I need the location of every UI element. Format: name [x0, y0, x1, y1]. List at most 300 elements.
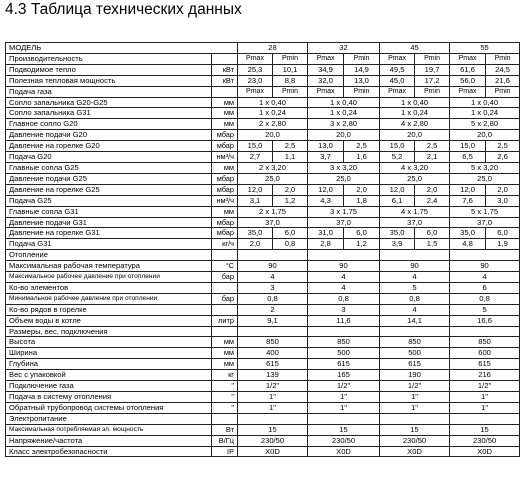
value-cell: 20,0 — [308, 130, 380, 141]
value-cell: Pmax — [380, 86, 415, 97]
value-cell: X0D — [450, 446, 520, 457]
row-label: Глубина — [6, 359, 212, 370]
row-label: Обратный трубопровод системы отопления — [6, 402, 212, 413]
value-cell: 1 x 0,24 — [308, 108, 380, 119]
value-cell: Pmin — [273, 86, 308, 97]
row-unit: Вт — [212, 424, 238, 435]
value-cell: 2,5 — [415, 141, 450, 152]
technical-data-table — [5, 42, 520, 457]
model-header: 28 — [238, 43, 308, 54]
value-cell: 6,0 — [486, 228, 520, 239]
value-cell: 12,0 — [450, 184, 486, 195]
value-cell: 4,3 — [308, 195, 344, 206]
table-row — [6, 97, 520, 108]
empty-cell — [238, 250, 308, 261]
table-row — [6, 304, 520, 315]
row-label: Подводимое тепло — [6, 64, 212, 75]
table-row — [6, 402, 520, 413]
table-row — [6, 184, 520, 195]
value-cell: 850 — [380, 337, 450, 348]
table-row — [6, 370, 520, 381]
row-unit: мм — [212, 108, 238, 119]
table-row — [6, 272, 520, 283]
row-unit — [212, 326, 238, 337]
empty-cell — [308, 326, 380, 337]
value-cell: 1,5 — [415, 239, 450, 250]
empty-cell — [450, 413, 520, 424]
table-row — [6, 315, 520, 326]
value-cell: 90 — [308, 261, 380, 272]
value-cell: 2,0 — [238, 239, 273, 250]
value-cell: 37,0 — [450, 217, 520, 228]
row-label: Давление подачи G31 — [6, 217, 212, 228]
value-cell: 9,1 — [238, 315, 308, 326]
empty-cell — [308, 250, 380, 261]
value-cell: 37,0 — [380, 217, 450, 228]
row-label: Давление на горелке G31 — [6, 228, 212, 239]
value-cell: 90 — [380, 261, 450, 272]
row-label: Главное сопло G20 — [6, 119, 212, 130]
row-unit — [212, 304, 238, 315]
empty-cell — [380, 326, 450, 337]
table-row — [6, 217, 520, 228]
row-label: Давление подачи G20 — [6, 130, 212, 141]
value-cell: 4 — [308, 272, 380, 283]
row-unit: мбар — [212, 184, 238, 195]
value-cell: Pmin — [273, 53, 308, 64]
value-cell: 14,1 — [380, 315, 450, 326]
row-label: Электропитание — [6, 413, 212, 424]
empty-cell — [450, 250, 520, 261]
table-row — [6, 108, 520, 119]
table-row — [6, 250, 520, 261]
value-cell: 2,7 — [238, 152, 273, 163]
value-cell: 1" — [380, 402, 450, 413]
table-row — [6, 206, 520, 217]
value-cell: Pmax — [380, 53, 415, 64]
value-cell: 1" — [308, 392, 380, 403]
value-cell: 24,5 — [486, 64, 520, 75]
value-cell: Pmin — [486, 86, 520, 97]
value-cell: 400 — [238, 348, 308, 359]
value-cell: 35,0 — [380, 228, 415, 239]
value-cell: 1 x 0,24 — [450, 108, 520, 119]
value-cell: Pmax — [238, 86, 273, 97]
row-unit: мм — [212, 206, 238, 217]
value-cell: 2,6 — [486, 152, 520, 163]
row-unit: мбар — [212, 173, 238, 184]
row-label: Подача в систему отопления — [6, 392, 212, 403]
value-cell: 1,6 — [344, 152, 380, 163]
table-row — [6, 326, 520, 337]
value-cell: X0D — [238, 446, 308, 457]
value-cell: 1" — [450, 392, 520, 403]
table-row — [6, 162, 520, 173]
value-cell: 16,6 — [450, 315, 520, 326]
empty-cell — [380, 413, 450, 424]
value-cell: 25,0 — [238, 173, 308, 184]
row-label: Минимальное рабочее давление при отоплении — [6, 293, 212, 304]
row-unit: IP — [212, 446, 238, 457]
value-cell: 850 — [450, 337, 520, 348]
value-cell: 850 — [238, 337, 308, 348]
value-cell: 1,1 — [273, 152, 308, 163]
value-cell: 7,6 — [450, 195, 486, 206]
value-cell: 19,7 — [415, 64, 450, 75]
value-cell: 5 x 1,75 — [450, 206, 520, 217]
value-cell: 190 — [380, 370, 450, 381]
value-cell: 6,0 — [273, 228, 308, 239]
value-cell: X0D — [380, 446, 450, 457]
value-cell: 1 x 0,40 — [308, 97, 380, 108]
value-cell: 8,8 — [273, 75, 308, 86]
row-label: Подключение газа — [6, 381, 212, 392]
value-cell: 500 — [308, 348, 380, 359]
row-label: Главные сопла G25 — [6, 162, 212, 173]
row-label: Ко-во рядов в горелке — [6, 304, 212, 315]
value-cell: 20,0 — [450, 130, 520, 141]
value-cell: 4 — [450, 272, 520, 283]
value-cell: 1,2 — [344, 239, 380, 250]
value-cell: 3,7 — [308, 152, 344, 163]
value-cell: 4 x 1,75 — [380, 206, 450, 217]
value-cell: 3 x 1,75 — [308, 206, 380, 217]
value-cell: 6 — [450, 282, 520, 293]
value-cell: 1 x 0,24 — [238, 108, 308, 119]
row-label: Вес с упаковкой — [6, 370, 212, 381]
value-cell: 15,0 — [380, 141, 415, 152]
table-row — [6, 152, 520, 163]
row-label: Подача газа — [6, 86, 212, 97]
row-unit — [212, 413, 238, 424]
value-cell: 25,0 — [450, 173, 520, 184]
table-row — [6, 119, 520, 130]
row-unit: " — [212, 402, 238, 413]
table-row — [6, 239, 520, 250]
row-unit: В/Гц — [212, 435, 238, 446]
value-cell: 2,5 — [273, 141, 308, 152]
value-cell: 4 — [380, 272, 450, 283]
row-unit: нм³/ч — [212, 195, 238, 206]
value-cell: 3,9 — [380, 239, 415, 250]
value-cell: 1/2" — [450, 381, 520, 392]
row-label: Давление подачи G25 — [6, 173, 212, 184]
row-label: Высота — [6, 337, 212, 348]
value-cell: 1/2" — [238, 381, 308, 392]
row-unit: " — [212, 381, 238, 392]
table-row — [6, 348, 520, 359]
row-unit: мбар — [212, 228, 238, 239]
row-label: Ширина — [6, 348, 212, 359]
row-unit: кг/ч — [212, 239, 238, 250]
row-unit — [212, 53, 238, 64]
value-cell: 13,0 — [308, 141, 344, 152]
value-cell: 5 — [450, 304, 520, 315]
value-cell: 1 x 0,40 — [380, 97, 450, 108]
row-unit: нм³/ч — [212, 152, 238, 163]
table-row — [6, 337, 520, 348]
value-cell: 15 — [450, 424, 520, 435]
value-cell: 5 — [380, 282, 450, 293]
value-cell: Pmax — [308, 86, 344, 97]
value-cell: 1 x 0,24 — [380, 108, 450, 119]
table-row — [6, 53, 520, 64]
row-label: Давление на горелке G25 — [6, 184, 212, 195]
value-cell: 31,0 — [308, 228, 344, 239]
value-cell: 6,1 — [380, 195, 415, 206]
value-cell: 4 x 3,20 — [380, 162, 450, 173]
row-unit: мм — [212, 337, 238, 348]
value-cell: Pmax — [450, 86, 486, 97]
value-cell: 20,0 — [380, 130, 450, 141]
value-cell: 6,0 — [344, 228, 380, 239]
value-cell: 1" — [380, 392, 450, 403]
value-cell: Pmin — [344, 53, 380, 64]
value-cell: 21,6 — [486, 75, 520, 86]
row-label: Подача G20 — [6, 152, 212, 163]
row-label: Подача G25 — [6, 195, 212, 206]
value-cell: Pmax — [308, 53, 344, 64]
row-unit: бар — [212, 272, 238, 283]
value-cell: 23,0 — [238, 75, 273, 86]
row-unit: мбар — [212, 141, 238, 152]
value-cell: 12,0 — [380, 184, 415, 195]
value-cell: 2 — [238, 304, 308, 315]
value-cell: 1" — [238, 392, 308, 403]
empty-cell — [380, 250, 450, 261]
value-cell: 2,5 — [344, 141, 380, 152]
value-cell: 25,0 — [380, 173, 450, 184]
row-label: Объем воды в котле — [6, 315, 212, 326]
value-cell: 6,0 — [415, 228, 450, 239]
empty-cell — [238, 326, 308, 337]
value-cell: 4,8 — [450, 239, 486, 250]
row-unit: кВт — [212, 64, 238, 75]
value-cell: 11,6 — [308, 315, 380, 326]
value-cell: 3,1 — [238, 195, 273, 206]
value-cell: 61,6 — [450, 64, 486, 75]
row-label: Производительность — [6, 53, 212, 64]
row-label: Главные сопла G31 — [6, 206, 212, 217]
table-row — [6, 392, 520, 403]
table-row — [6, 228, 520, 239]
value-cell: 2,4 — [415, 195, 450, 206]
value-cell: 3,0 — [486, 195, 520, 206]
table-row — [6, 413, 520, 424]
value-cell: 1,8 — [344, 195, 380, 206]
value-cell: 90 — [238, 261, 308, 272]
value-cell: Pmax — [238, 53, 273, 64]
value-cell: 1,9 — [486, 239, 520, 250]
value-cell: 615 — [308, 359, 380, 370]
value-cell: 4 — [238, 272, 308, 283]
value-cell: 2,0 — [344, 184, 380, 195]
row-unit: " — [212, 392, 238, 403]
value-cell: 0,8 — [308, 293, 380, 304]
value-cell: 600 — [450, 348, 520, 359]
value-cell: 37,0 — [238, 217, 308, 228]
table-body — [6, 43, 520, 457]
row-unit — [212, 86, 238, 97]
empty-cell — [308, 413, 380, 424]
table-row — [6, 435, 520, 446]
value-cell: 20,0 — [238, 130, 308, 141]
value-cell: 1 x 0,40 — [450, 97, 520, 108]
value-cell: 3 x 3,20 — [308, 162, 380, 173]
value-cell: 0,8 — [450, 293, 520, 304]
value-cell: 6,5 — [450, 152, 486, 163]
value-cell: 34,9 — [308, 64, 344, 75]
value-cell: 500 — [380, 348, 450, 359]
model-header: 55 — [450, 43, 520, 54]
value-cell: 2,0 — [415, 184, 450, 195]
row-label: Сопло запальника G31 — [6, 108, 212, 119]
row-label: Сопло запальника G20-G25 — [6, 97, 212, 108]
empty-cell — [238, 413, 308, 424]
value-cell: 165 — [308, 370, 380, 381]
row-label: Полезная тепловая мощность — [6, 75, 212, 86]
value-cell: 2 x 3,20 — [238, 162, 308, 173]
row-label: Максимальная потребляемая эл. мощность — [6, 424, 212, 435]
value-cell: 1" — [450, 402, 520, 413]
table-row — [6, 359, 520, 370]
row-unit: кВт — [212, 75, 238, 86]
row-label: Подача G31 — [6, 239, 212, 250]
value-cell: 49,5 — [380, 64, 415, 75]
row-unit: мм — [212, 119, 238, 130]
value-cell: 15 — [380, 424, 450, 435]
value-cell: 35,0 — [238, 228, 273, 239]
table-row — [6, 141, 520, 152]
table-row — [6, 86, 520, 97]
value-cell: 4 — [308, 282, 380, 293]
value-cell: 4 x 2,80 — [380, 119, 450, 130]
header-row — [6, 43, 520, 54]
row-unit: мбар — [212, 130, 238, 141]
value-cell: Pmin — [486, 53, 520, 64]
row-unit — [212, 282, 238, 293]
value-cell: 1" — [238, 402, 308, 413]
table-row — [6, 64, 520, 75]
value-cell: 216 — [450, 370, 520, 381]
value-cell: 230/50 — [450, 435, 520, 446]
table-row — [6, 261, 520, 272]
value-cell: 25,3 — [238, 64, 273, 75]
row-unit: °C — [212, 261, 238, 272]
value-cell: 13,0 — [344, 75, 380, 86]
row-unit: бар — [212, 293, 238, 304]
value-cell: 850 — [308, 337, 380, 348]
table-row — [6, 424, 520, 435]
value-cell: Pmin — [415, 53, 450, 64]
row-unit: мм — [212, 162, 238, 173]
value-cell: 56,0 — [450, 75, 486, 86]
value-cell: 2,0 — [273, 184, 308, 195]
value-cell: 0,8 — [273, 239, 308, 250]
table-row — [6, 195, 520, 206]
model-header-label: МОДЕЛЬ — [6, 43, 238, 54]
table-row — [6, 282, 520, 293]
page-title: 4.3 Таблица технических данных — [5, 1, 242, 18]
model-header: 45 — [380, 43, 450, 54]
value-cell: 230/50 — [308, 435, 380, 446]
row-label: Ко-во элементов — [6, 282, 212, 293]
table-row — [6, 75, 520, 86]
row-unit: литр — [212, 315, 238, 326]
row-unit: мм — [212, 359, 238, 370]
value-cell: 0,8 — [238, 293, 308, 304]
table-row — [6, 173, 520, 184]
value-cell: 90 — [450, 261, 520, 272]
value-cell: 1/2" — [308, 381, 380, 392]
value-cell: Pmin — [344, 86, 380, 97]
value-cell: 2,1 — [415, 152, 450, 163]
table-row — [6, 293, 520, 304]
value-cell: 10,1 — [273, 64, 308, 75]
value-cell: 2,0 — [486, 184, 520, 195]
value-cell: 14,9 — [344, 64, 380, 75]
value-cell: Pmax — [450, 53, 486, 64]
value-cell: 2,8 — [308, 239, 344, 250]
table-row — [6, 130, 520, 141]
empty-cell — [450, 326, 520, 337]
value-cell: 2 x 1,75 — [238, 206, 308, 217]
table-row — [6, 446, 520, 457]
value-cell: 5 x 3,20 — [450, 162, 520, 173]
value-cell: Pmin — [415, 86, 450, 97]
row-unit: мбар — [212, 217, 238, 228]
row-unit: кг — [212, 370, 238, 381]
value-cell: 615 — [380, 359, 450, 370]
value-cell: 2 x 2,80 — [238, 119, 308, 130]
row-unit: мм — [212, 348, 238, 359]
value-cell: 25,0 — [308, 173, 380, 184]
value-cell: 15,0 — [238, 141, 273, 152]
row-label: Размеры, вес, подключения — [6, 326, 212, 337]
value-cell: 32,0 — [308, 75, 344, 86]
value-cell: 15 — [238, 424, 308, 435]
value-cell: 1/2" — [380, 381, 450, 392]
value-cell: 1" — [308, 402, 380, 413]
value-cell: 615 — [450, 359, 520, 370]
value-cell: 1 x 0,40 — [238, 97, 308, 108]
value-cell: 3 x 2,80 — [308, 119, 380, 130]
row-label: Максимальное рабочее давление при отоплении — [6, 272, 212, 283]
value-cell: 5 x 2,80 — [450, 119, 520, 130]
value-cell: 615 — [238, 359, 308, 370]
row-label: Давление на горелке G20 — [6, 141, 212, 152]
value-cell: 1,2 — [273, 195, 308, 206]
value-cell: 5,2 — [380, 152, 415, 163]
value-cell: 15,0 — [450, 141, 486, 152]
value-cell: 17,2 — [415, 75, 450, 86]
row-label: Максимальная рабочая температура — [6, 261, 212, 272]
value-cell: 15 — [308, 424, 380, 435]
value-cell: 12,0 — [238, 184, 273, 195]
value-cell: 230/50 — [380, 435, 450, 446]
value-cell: 12,0 — [308, 184, 344, 195]
row-unit: мм — [212, 97, 238, 108]
value-cell: 35,0 — [450, 228, 486, 239]
row-unit — [212, 250, 238, 261]
row-label: Класс электробезопасности — [6, 446, 212, 457]
value-cell: 139 — [238, 370, 308, 381]
value-cell: 3 — [308, 304, 380, 315]
table-row — [6, 381, 520, 392]
value-cell: 37,0 — [308, 217, 380, 228]
value-cell: 2,5 — [486, 141, 520, 152]
value-cell: X0D — [308, 446, 380, 457]
